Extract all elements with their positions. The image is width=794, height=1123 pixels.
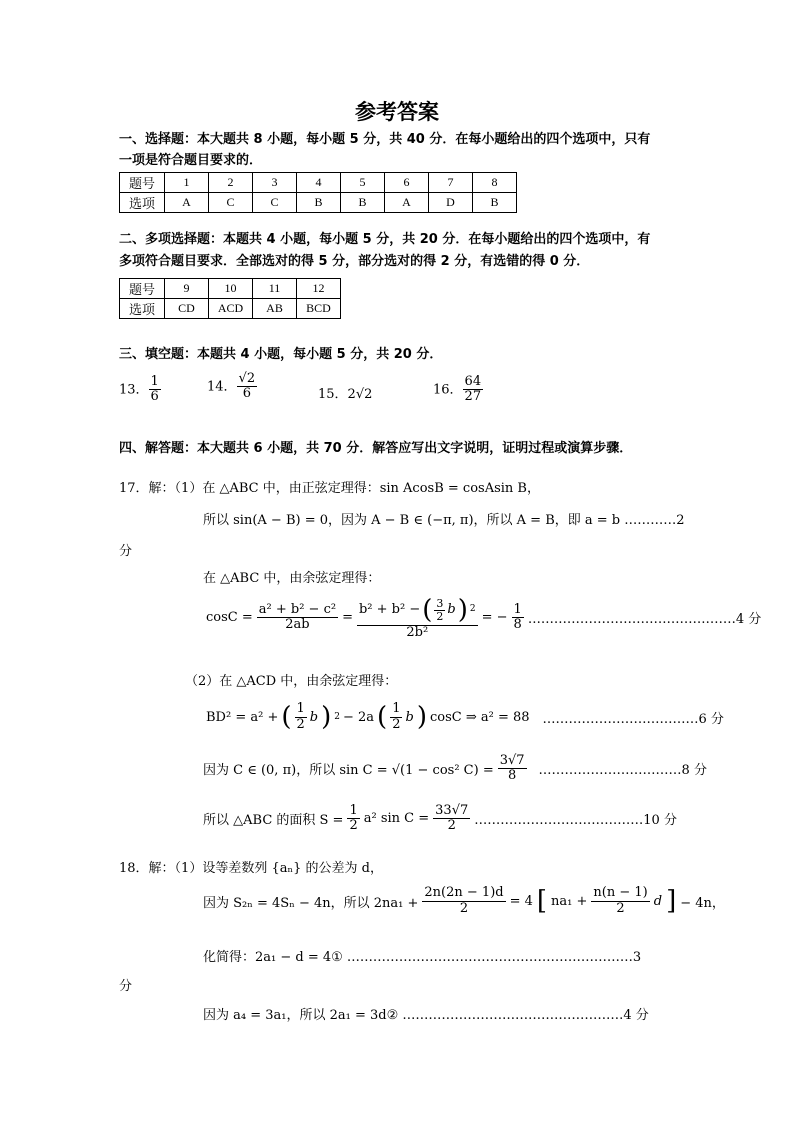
problem18-step3: 因为 a₄ = 3a₁，所以 2a₁ = 3d② ……………………………………………4 分 xyxy=(203,1008,649,1023)
answer-13-num: 1 xyxy=(150,374,159,389)
table-cell: B xyxy=(473,193,517,213)
section2-heading: 二、多项选择题：本题共 4 小题，每小题 5 分，共 20 分．在每小题给出的四个选项中，有 xyxy=(119,232,651,247)
table-cell: 题号 xyxy=(120,279,165,299)
formula-text: cosC ⇒ a² = 88 xyxy=(429,709,530,725)
problem17-score-suffix: 分 xyxy=(119,544,133,559)
score-marker: …………………………………………4 分 xyxy=(527,612,762,628)
fraction-numerator: 33√7 xyxy=(435,803,469,818)
fraction-denominator: 2 xyxy=(296,716,305,732)
fraction-numerator: 1 xyxy=(296,701,305,717)
answer-14-num: √2 xyxy=(238,371,256,386)
section4-heading: 四、解答题：本大题共 6 小题，共 70 分．解答应写出文字说明，证明过程或演算步骤． xyxy=(119,441,633,456)
fraction-denominator: 2 xyxy=(392,716,401,732)
problem17-area-formula xyxy=(203,804,677,834)
formula-text: d xyxy=(653,893,663,909)
formula-text: 所以 △ABC 的面积 S = xyxy=(203,813,344,829)
problem17-part2: （2）在 △ACD 中，由余弦定理得： xyxy=(185,674,398,689)
fraction-denominator: 2 xyxy=(447,818,456,834)
section1-heading: 一、选择题：本大题共 8 小题，每小题 5 分，共 40 分．在每小题给出的四个选项中，只有 xyxy=(119,132,651,147)
table-cell: CD xyxy=(165,299,209,319)
table-row xyxy=(120,173,517,193)
table-cell: A xyxy=(165,193,209,213)
fraction-denominator: 2 xyxy=(616,900,625,916)
answer-13-label: 13． xyxy=(119,382,149,398)
table-row xyxy=(120,299,341,319)
answer-16-label: 16． xyxy=(433,382,463,398)
fraction-denominator: 8 xyxy=(513,617,522,633)
formula-text: BD² = a² + xyxy=(206,709,279,725)
table-cell: 12 xyxy=(297,279,341,299)
fraction-denominator: 2 xyxy=(349,818,358,834)
fraction-denominator: 2b² xyxy=(406,624,429,640)
paren-right: ) xyxy=(457,595,468,625)
formula-text: − 4n， xyxy=(680,895,725,911)
problem18-score-suffix: 分 xyxy=(119,979,133,994)
formula-text: b² + b² − xyxy=(358,602,421,618)
answer-16-num: 64 xyxy=(464,374,482,389)
answer-16 xyxy=(433,375,483,405)
fraction-numerator: a² + b² − c² xyxy=(258,602,337,618)
formula-text: − 2a xyxy=(343,709,375,725)
exponent: 2 xyxy=(334,712,340,722)
table-cell: 7 xyxy=(429,173,473,193)
fraction-numerator: n(n − 1) xyxy=(593,885,648,901)
problem17-step2: 在 △ABC 中，由余弦定理得： xyxy=(203,571,381,586)
paren-right: ) xyxy=(321,702,332,732)
table-cell: B xyxy=(341,193,385,213)
score-marker: ………………………………6 分 xyxy=(542,711,724,727)
table-cell: 选项 xyxy=(120,193,165,213)
formula-text: cosC = xyxy=(206,610,253,626)
table-cell: 11 xyxy=(253,279,297,299)
table-cell: ACD xyxy=(209,299,253,319)
table-cell: 8 xyxy=(473,173,517,193)
paren-left: ( xyxy=(377,702,388,732)
paren-right: ) xyxy=(416,702,427,732)
score-marker: ……………………………8 分 xyxy=(538,763,707,779)
formula-text: b xyxy=(309,709,319,725)
table-cell: 5 xyxy=(341,173,385,193)
fraction-numerator: 3√7 xyxy=(499,753,525,768)
fraction-denominator: 2 xyxy=(459,900,469,916)
section2-heading-cont: 多项符合题目要求．全部选对的得 5 分，部分选对的得 2 分，有选错的得 0 分． xyxy=(119,254,590,269)
formula-text: 因为 C ∈ (0, π)，所以 sin C = √(1 − cos² C) = xyxy=(203,763,494,779)
problem18-sum-formula xyxy=(203,886,725,916)
section1-heading-cont: 一项是符合题目要求的． xyxy=(119,153,263,168)
formula-text: = − xyxy=(481,610,508,626)
table-cell: 2 xyxy=(209,173,253,193)
fraction-numerator: 1 xyxy=(392,701,401,717)
problem17-bd-formula xyxy=(206,702,724,732)
bracket-right: ] xyxy=(666,886,677,916)
table-cell: 6 xyxy=(385,173,429,193)
choice-answer-table xyxy=(119,172,517,213)
section3-heading: 三、填空题：本题共 4 小题，每小题 5 分，共 20 分． xyxy=(119,347,443,362)
paren-left: ( xyxy=(281,702,292,732)
exponent: 2 xyxy=(469,604,476,615)
table-cell: C xyxy=(209,193,253,213)
paren-left: ( xyxy=(422,595,433,625)
score-marker: …………………………………10 分 xyxy=(474,813,677,829)
formula-text: b xyxy=(447,602,456,618)
fraction-denominator: 2ab xyxy=(285,617,310,633)
fraction-denominator: 2 xyxy=(436,609,444,623)
table-cell: 4 xyxy=(297,173,341,193)
table-cell: 3 xyxy=(253,173,297,193)
table-cell: 9 xyxy=(165,279,209,299)
answer-14 xyxy=(207,372,257,402)
problem18-intro: 18．解：（1）设等差数列 {aₙ} 的公差为 d， xyxy=(119,861,383,876)
table-cell: D xyxy=(429,193,473,213)
formula-text: na₁ + xyxy=(551,893,588,909)
formula-text: 因为 S₂ₙ = 4Sₙ − 4n，所以 2na₁ + xyxy=(203,895,419,911)
table-cell: BCD xyxy=(297,299,341,319)
answer-14-den: 6 xyxy=(242,386,251,402)
answer-13 xyxy=(119,375,161,405)
table-cell: 题号 xyxy=(120,173,165,193)
formula-text: = xyxy=(342,610,353,626)
problem17-intro: 17．解：（1）在 △ABC 中，由正弦定理得：sin AcosB = cosAsin B， xyxy=(119,481,540,496)
fraction-numerator: 2n(2n − 1)d xyxy=(424,885,504,901)
answer-14-label: 14． xyxy=(207,379,237,395)
table-cell: 1 xyxy=(165,173,209,193)
table-row xyxy=(120,279,341,299)
problem17-cos-formula xyxy=(206,596,761,640)
page-title: 参考答案 xyxy=(355,99,439,124)
bracket-left: [ xyxy=(536,886,548,916)
fraction-numerator xyxy=(357,596,478,626)
problem17-sin-formula xyxy=(203,754,707,784)
table-cell: B xyxy=(297,193,341,213)
fraction-denominator: 8 xyxy=(507,768,517,784)
formula-text: = 4 xyxy=(509,893,533,909)
answer-13-den: 6 xyxy=(150,389,159,405)
problem18-step2: 化简得：2a₁ − d = 4① …………………………………………………………3 xyxy=(203,950,642,965)
fraction-numerator: 3 xyxy=(436,596,444,610)
answer-15: 15．2√2 xyxy=(318,387,373,402)
problem17-step1: 所以 sin(A − B) = 0，因为 A − B ∈ (−π, π)，所以 A = B，即 a = b …………2 xyxy=(203,513,685,528)
fraction-numerator: 1 xyxy=(349,803,358,818)
formula-text: b xyxy=(405,709,414,725)
table-cell: A xyxy=(385,193,429,213)
answer-16-den: 27 xyxy=(464,389,482,405)
table-cell: C xyxy=(253,193,297,213)
multi-choice-answer-table xyxy=(119,278,341,319)
fraction-numerator: 1 xyxy=(513,602,522,618)
table-cell: AB xyxy=(253,299,297,319)
formula-text: a² sin C = xyxy=(363,811,430,827)
table-cell: 选项 xyxy=(120,299,165,319)
table-cell: 10 xyxy=(209,279,253,299)
table-row xyxy=(120,193,517,213)
